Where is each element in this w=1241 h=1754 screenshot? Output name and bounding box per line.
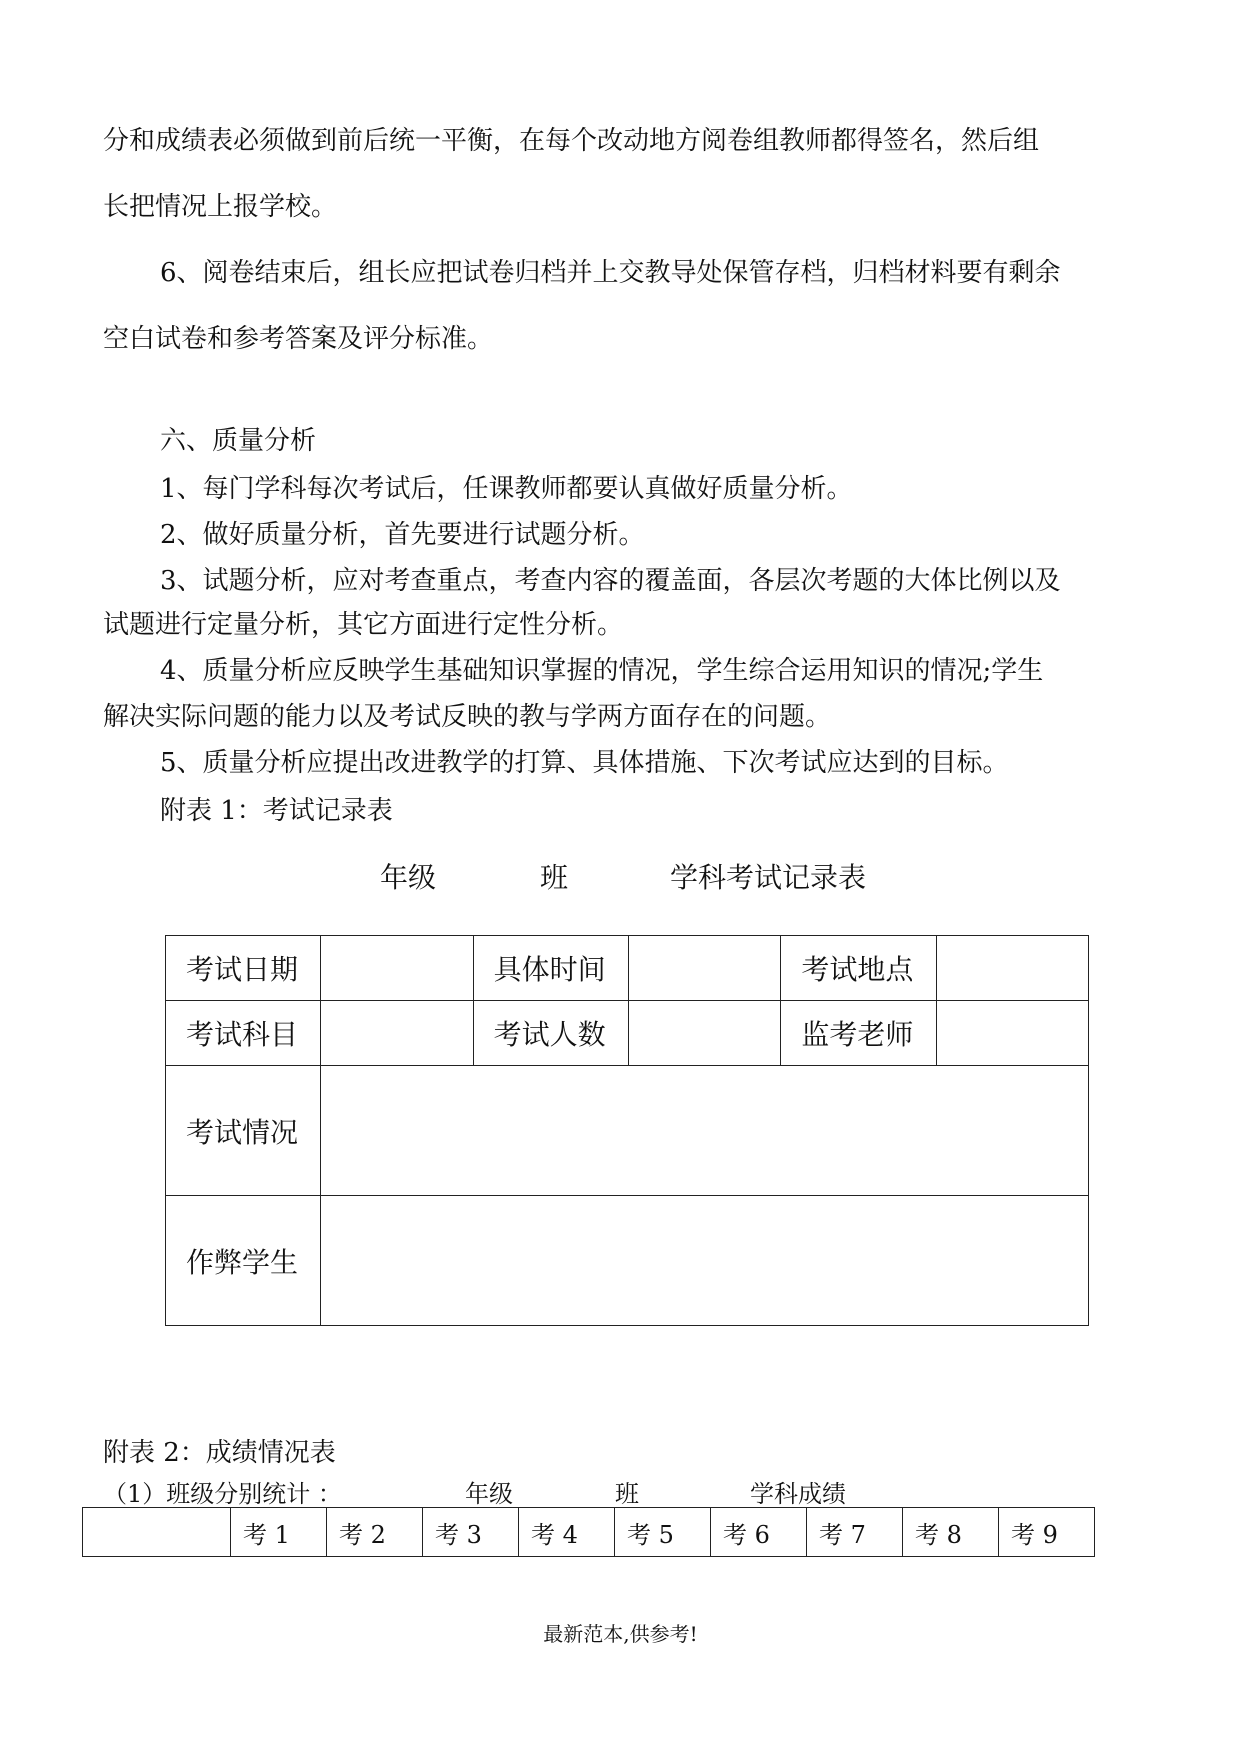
table-row: [166, 1196, 1089, 1326]
table-header-cell: 考 6: [711, 1508, 807, 1557]
score-table: [82, 1507, 1095, 1557]
table-cell-value[interactable]: [321, 1066, 1089, 1196]
table-cell-label: 考试人数: [473, 1001, 628, 1066]
table-row: [166, 1066, 1089, 1196]
list-item: 5、质量分析应提出改进教学的打算、具体措施、下次考试应达到的目标。: [160, 748, 1009, 778]
class-label: 班: [615, 1480, 639, 1508]
table-cell-value[interactable]: [629, 936, 781, 1001]
table-cell-label: 监考老师: [781, 1001, 936, 1066]
sub-label: （1）班级分别统计 ：: [103, 1480, 342, 1508]
table-cell-label: 考试地点: [781, 936, 936, 1001]
appendix-2-label: 附表 2：成绩情况表: [103, 1438, 336, 1468]
table-row: [166, 936, 1089, 1001]
table-header-cell: 考 2: [327, 1508, 423, 1557]
paragraph-line: 长把情况上报学校。: [103, 192, 338, 222]
grade-label: 年级: [465, 1480, 513, 1508]
paragraph-line: 分和成绩表必须做到前后统一平衡，在每个改动地方阅卷组教师都得签名，然后组: [103, 126, 1040, 156]
table-header-cell: 考 7: [807, 1508, 903, 1557]
exam-record-table: [165, 935, 1089, 1326]
paragraph-line: 6、阅卷结束后，组长应把试卷归档并上交教导处保管存档，归档材料要有剩余: [160, 258, 1061, 288]
table-cell-value[interactable]: [321, 1196, 1089, 1326]
table-header-cell: 考 3: [423, 1508, 519, 1557]
list-item: 2、做好质量分析，首先要进行试题分析。: [160, 520, 645, 550]
table-cell-label: 考试日期: [166, 936, 321, 1001]
subject-label: 学科成绩: [750, 1480, 846, 1508]
table-cell-label: 具体时间: [473, 936, 628, 1001]
table-cell-label: 作弊学生: [166, 1196, 321, 1326]
table-cell-value[interactable]: [321, 936, 473, 1001]
table-header-cell: 考 9: [999, 1508, 1095, 1557]
list-item: 解决实际问题的能力以及考试反映的教与学两方面存在的问题。: [103, 702, 832, 732]
page-footer: 最新范本,供参考!: [543, 1622, 698, 1646]
table-cell-label: 考试科目: [166, 1001, 321, 1066]
table-header-cell: 考 1: [231, 1508, 327, 1557]
table-cell-value[interactable]: [936, 936, 1088, 1001]
list-item: 3、试题分析，应对考查重点，考查内容的覆盖面，各层次考题的大体比例以及: [160, 566, 1061, 596]
table-cell-value[interactable]: [936, 1001, 1088, 1066]
paragraph-line: 空白试卷和参考答案及评分标准。: [103, 324, 494, 354]
record-table-title: 学科考试记录表: [670, 861, 867, 894]
class-label: 班: [540, 861, 569, 894]
table-row: [83, 1508, 1095, 1557]
list-item: 试题进行定量分析，其它方面进行定性分析。: [103, 610, 624, 640]
section-heading: 六、质量分析: [160, 426, 317, 456]
list-item: 1、每门学科每次考试后，任课教师都要认真做好质量分析。: [160, 474, 853, 504]
grade-label: 年级: [380, 861, 437, 894]
table-row: [166, 1001, 1089, 1066]
list-item: 4、质量分析应反映学生基础知识掌握的情况，学生综合运用知识的情况;学生: [160, 656, 1044, 686]
table-cell-value[interactable]: [321, 1001, 473, 1066]
table-cell-value[interactable]: [629, 1001, 781, 1066]
table-header-cell: 考 4: [519, 1508, 615, 1557]
table-header-cell: 考 5: [615, 1508, 711, 1557]
appendix-1-label: 附表 1：考试记录表: [160, 796, 393, 826]
table-cell: [83, 1508, 231, 1557]
table-cell-label: 考试情况: [166, 1066, 321, 1196]
table-header-cell: 考 8: [903, 1508, 999, 1557]
